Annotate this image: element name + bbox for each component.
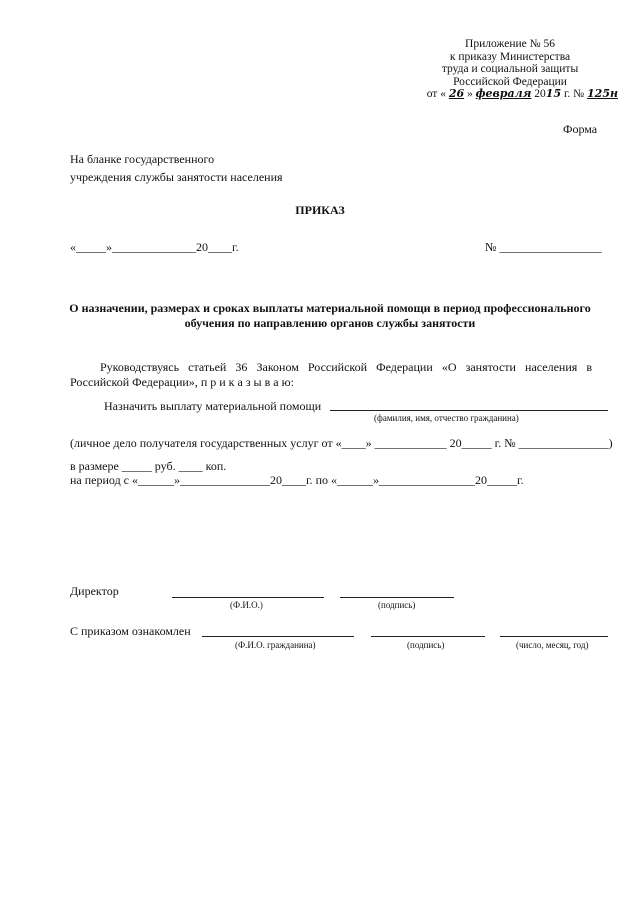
form-label: Форма [563,122,598,136]
director-fio-field [172,597,324,598]
acquainted-fio-hint: (Ф.И.О. гражданина) [235,640,316,650]
acquainted-signature-field [371,636,485,637]
acquainted-date-hint: (число, месяц, год) [516,640,589,650]
appendix-block [400,38,620,101]
appendix-year-prefix: 20 [534,88,546,100]
basis-paragraph [70,360,592,390]
assign-label: Назначить выплату материальной помощи [104,399,322,413]
personal-file-line: (личное дело получателя государственных услуг от «____» ____________ 20_____ г. № _______________) [70,436,613,450]
basis-order-word: п р и к а з ы в а ю: [200,375,294,389]
director-label: Директор [70,584,119,598]
appendix-line-1: Приложение № 56 [465,38,555,50]
appendix-line-2: к приказу Министерства [449,50,571,63]
recipient-name-field [330,410,608,411]
director-signature-field [340,597,454,598]
director-fio-hint: (Ф.И.О.) [230,600,263,610]
appendix-month-handwritten: февраля [475,87,532,100]
acquainted-label: С приказом ознакомлен [70,624,191,638]
appendix-date-mid: » [467,88,473,100]
letterhead-line-1: На бланке государственного [70,152,215,166]
appendix-line-4: Российской Федерации [453,75,567,88]
document-title: ПРИКАЗ [295,203,345,217]
director-signature-hint: (подпись) [378,600,416,610]
acquainted-fio-field [202,636,354,637]
appendix-date-line [400,88,620,101]
appendix-number-prefix: г. № [563,88,585,100]
order-date-line: «_____»______________20____г. [70,240,239,254]
period-line: на период с «______»_______________20____г. по «______»________________20_____г. [70,473,524,487]
order-number-line: № _________________ [485,240,602,254]
appendix-year-handwritten: 15 [545,87,562,100]
recipient-name-hint: (фамилия, имя, отчество гражданина) [374,413,519,423]
letterhead-line-2: учреждения службы занятости населения [70,170,283,184]
acquainted-signature-hint: (подпись) [407,640,445,650]
basis-text: Руководствуясь статьей 36 Законом Российской Федерации «О занятости населения в Российской Федерации», [70,360,592,389]
appendix-date-prefix: от « [426,88,446,100]
appendix-number-handwritten: 125н [587,87,618,100]
appendix-line-3: труда и социальной защиты [441,63,579,75]
order-subject: О назначении, размерах и сроках выплаты материальной помощи в период профессионального обучения по направлению органов службы занятости [69,301,591,330]
amount-line: в размере _____ руб. ____ коп. [70,459,227,473]
acquainted-date-field [500,636,608,637]
appendix-day-handwritten: 26 [448,87,465,100]
